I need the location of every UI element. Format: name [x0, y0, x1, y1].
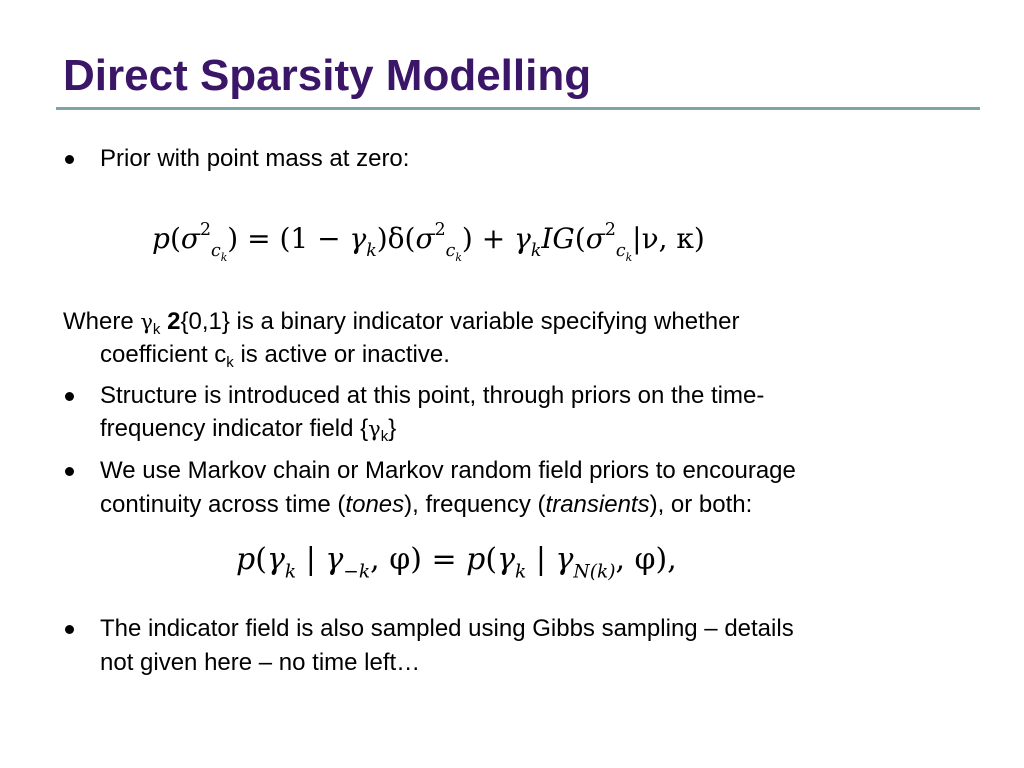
bullet-dot	[65, 625, 74, 634]
bullet-gibbs-line-1: The indicator field is also sampled using Gibbs sampling – details	[100, 615, 794, 642]
equation-prior: $p(\sigma^2_{c_k}) = (1 - \gamma_k)\delta(\sigma^2_{c_k}) + \gamma_kIG(\sigma^2_{c_k}|\nu$, κ)	[152, 220, 705, 264]
bullet-dot	[65, 392, 74, 401]
bullet-structure-line-2: frequency indicator field $\{\gamma_k\}$	[100, 415, 397, 445]
slide-title: Direct Sparsity Modelling	[63, 51, 592, 100]
bullet-gibbs-line-2: not given here – no time left…	[100, 649, 421, 676]
bullet-markov-line-1: We use Markov chain or Markov random field priors to encourage	[100, 457, 796, 484]
bullet-prior-point-mass: Prior with point mass at zero:	[100, 145, 410, 172]
equation-markov-prior: $p(\gamma_k$ | $\gamma_{-k}$, $\varphi) = p(\gamma_k$ | $\gamma_{N(k)}$, φ),	[236, 542, 677, 583]
title-divider	[56, 107, 980, 110]
bullet-structure-line-1: Structure is introduced at this point, through priors on the time-	[100, 382, 765, 409]
where-line-2: coefficient $c_k$ is active or inactive.	[100, 341, 450, 371]
bullet-dot	[65, 155, 74, 164]
where-line-1: Where $\gamma_k$ 2{0,1} is a binary indicator variable specifying whether	[63, 308, 740, 338]
bullet-markov-line-2: continuity across time (tones), frequency (transients), or both:	[100, 491, 753, 518]
bullet-dot	[65, 467, 74, 476]
